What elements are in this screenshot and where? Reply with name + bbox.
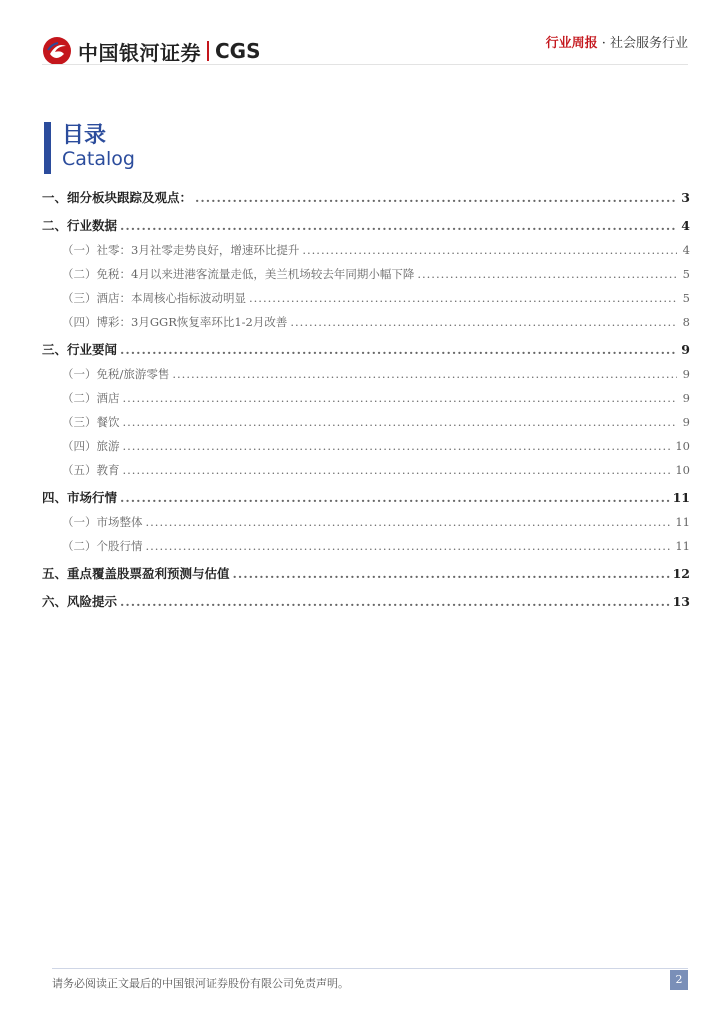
toc-entry[interactable]	[42, 262, 690, 286]
logo-divider	[207, 41, 209, 61]
toc-entry[interactable]	[42, 562, 690, 586]
toc-entry-page: 10	[675, 439, 690, 453]
toc-entry-number: （二）	[62, 267, 97, 281]
toc-leader-dots	[233, 562, 670, 586]
toc-leader-dots	[120, 338, 677, 362]
toc-entry-number: 三、	[42, 342, 68, 357]
toc-entry[interactable]	[42, 386, 690, 410]
toc-entry-page: 11	[672, 490, 690, 505]
toc-entry-page: 3	[681, 190, 690, 205]
toc-entry[interactable]	[42, 238, 690, 262]
footer-divider	[52, 968, 688, 969]
industry-name: 社会服务行业	[609, 36, 688, 51]
toc-entry-title: 行业要闻	[67, 342, 118, 357]
toc-entry-title: 餐饮	[96, 415, 120, 429]
toc-leader-dots	[302, 238, 677, 262]
toc-entry-number: （四）	[62, 439, 97, 453]
table-of-contents	[42, 186, 690, 614]
header-separator: ·	[597, 36, 610, 51]
toc-entry-number: （二）	[62, 539, 97, 553]
toc-leader-dots	[123, 410, 678, 434]
toc-entry-number: （一）	[62, 367, 97, 381]
toc-entry-title: 重点覆盖股票盈利预测与估值	[67, 566, 230, 581]
logo-text: 中国银河证券	[78, 40, 201, 65]
logo-cgs: CGS	[215, 39, 261, 63]
toc-entry-title: 市场行情	[67, 490, 118, 505]
catalog-title-cn: 目录	[62, 122, 107, 148]
toc-entry-page: 4	[681, 218, 690, 233]
toc-entry-page: 9	[682, 391, 690, 405]
toc-entry-number: 五、	[42, 566, 68, 581]
toc-leader-dots	[120, 214, 677, 238]
toc-entry-page: 12	[672, 566, 690, 581]
toc-entry[interactable]	[42, 338, 690, 362]
toc-entry-number: 一、	[42, 190, 68, 205]
toc-entry-page: 8	[682, 315, 690, 329]
toc-entry[interactable]	[42, 534, 690, 558]
toc-entry-number: （四）	[62, 315, 97, 329]
toc-leader-dots	[146, 510, 673, 534]
toc-entry-page: 10	[675, 463, 690, 477]
toc-leader-dots	[123, 434, 673, 458]
toc-leader-dots	[417, 262, 677, 286]
header-divider	[42, 64, 688, 65]
title-accent-bar	[44, 122, 51, 174]
toc-entry-number: 四、	[42, 490, 68, 505]
toc-entry[interactable]	[42, 362, 690, 386]
toc-entry[interactable]	[42, 214, 690, 238]
report-category	[546, 32, 688, 51]
toc-entry-page: 9	[681, 342, 690, 357]
toc-entry[interactable]	[42, 310, 690, 334]
toc-entry-page: 9	[682, 415, 690, 429]
toc-entry-number: 二、	[42, 218, 68, 233]
toc-entry-title: 教育	[96, 463, 120, 477]
footer-disclaimer: 请务必阅读正文最后的中国银河证券股份有限公司免责声明。	[52, 977, 349, 990]
toc-entry-page: 13	[672, 594, 690, 609]
cgs-logo-icon	[42, 36, 72, 66]
page-number: 2	[670, 970, 688, 990]
toc-entry-number: （一）	[62, 243, 97, 257]
toc-entry-number: 六、	[42, 594, 68, 609]
toc-leader-dots	[120, 486, 670, 510]
toc-leader-dots	[290, 310, 677, 334]
toc-entry-number: （三）	[62, 415, 97, 429]
toc-leader-dots	[249, 286, 677, 310]
toc-entry-page: 5	[682, 267, 690, 281]
toc-entry-title: 行业数据	[67, 218, 118, 233]
toc-entry-title: 酒店：本周核心指标波动明显	[96, 291, 246, 305]
toc-entry[interactable]	[42, 510, 690, 534]
toc-entry[interactable]	[42, 186, 690, 210]
company-logo	[42, 36, 261, 66]
toc-entry-number: （二）	[62, 391, 97, 405]
toc-entry-title: 免税：4月以来进港客流量走低，美兰机场较去年同期小幅下降	[96, 267, 415, 281]
toc-entry-title: 风险提示	[67, 594, 118, 609]
toc-entry-page: 9	[682, 367, 690, 381]
catalog-title-en: Catalog	[62, 148, 135, 170]
toc-entry[interactable]	[42, 410, 690, 434]
toc-entry-page: 11	[675, 515, 690, 529]
toc-entry-title: 社零：3月社零走势良好，增速环比提升	[96, 243, 300, 257]
toc-entry-title: 个股行情	[96, 539, 143, 553]
report-type: 行业周报	[545, 36, 598, 51]
toc-entry-number: （三）	[62, 291, 97, 305]
toc-entry-title: 市场整体	[96, 515, 143, 529]
toc-entry-page: 5	[682, 291, 690, 305]
toc-entry[interactable]	[42, 434, 690, 458]
toc-entry-page: 11	[675, 539, 690, 553]
toc-leader-dots	[123, 386, 678, 410]
toc-entry-number: （一）	[62, 515, 97, 529]
toc-entry-title: 旅游	[96, 439, 120, 453]
toc-leader-dots	[146, 534, 673, 558]
toc-entry[interactable]	[42, 286, 690, 310]
toc-entry-title: 细分板块跟踪及观点：	[67, 190, 193, 205]
toc-entry-title: 博彩：3月GGR恢复率环比1-2月改善	[96, 315, 288, 329]
toc-entry-title: 免税/旅游零售	[96, 367, 170, 381]
toc-entry-page: 4	[682, 243, 690, 257]
toc-leader-dots	[172, 362, 677, 386]
toc-leader-dots	[123, 458, 673, 482]
toc-entry[interactable]	[42, 486, 690, 510]
toc-leader-dots	[120, 590, 670, 614]
toc-entry-title: 酒店	[96, 391, 120, 405]
toc-leader-dots	[195, 186, 677, 210]
toc-entry[interactable]	[42, 590, 690, 614]
toc-entry[interactable]	[42, 458, 690, 482]
toc-entry-number: （五）	[62, 463, 97, 477]
